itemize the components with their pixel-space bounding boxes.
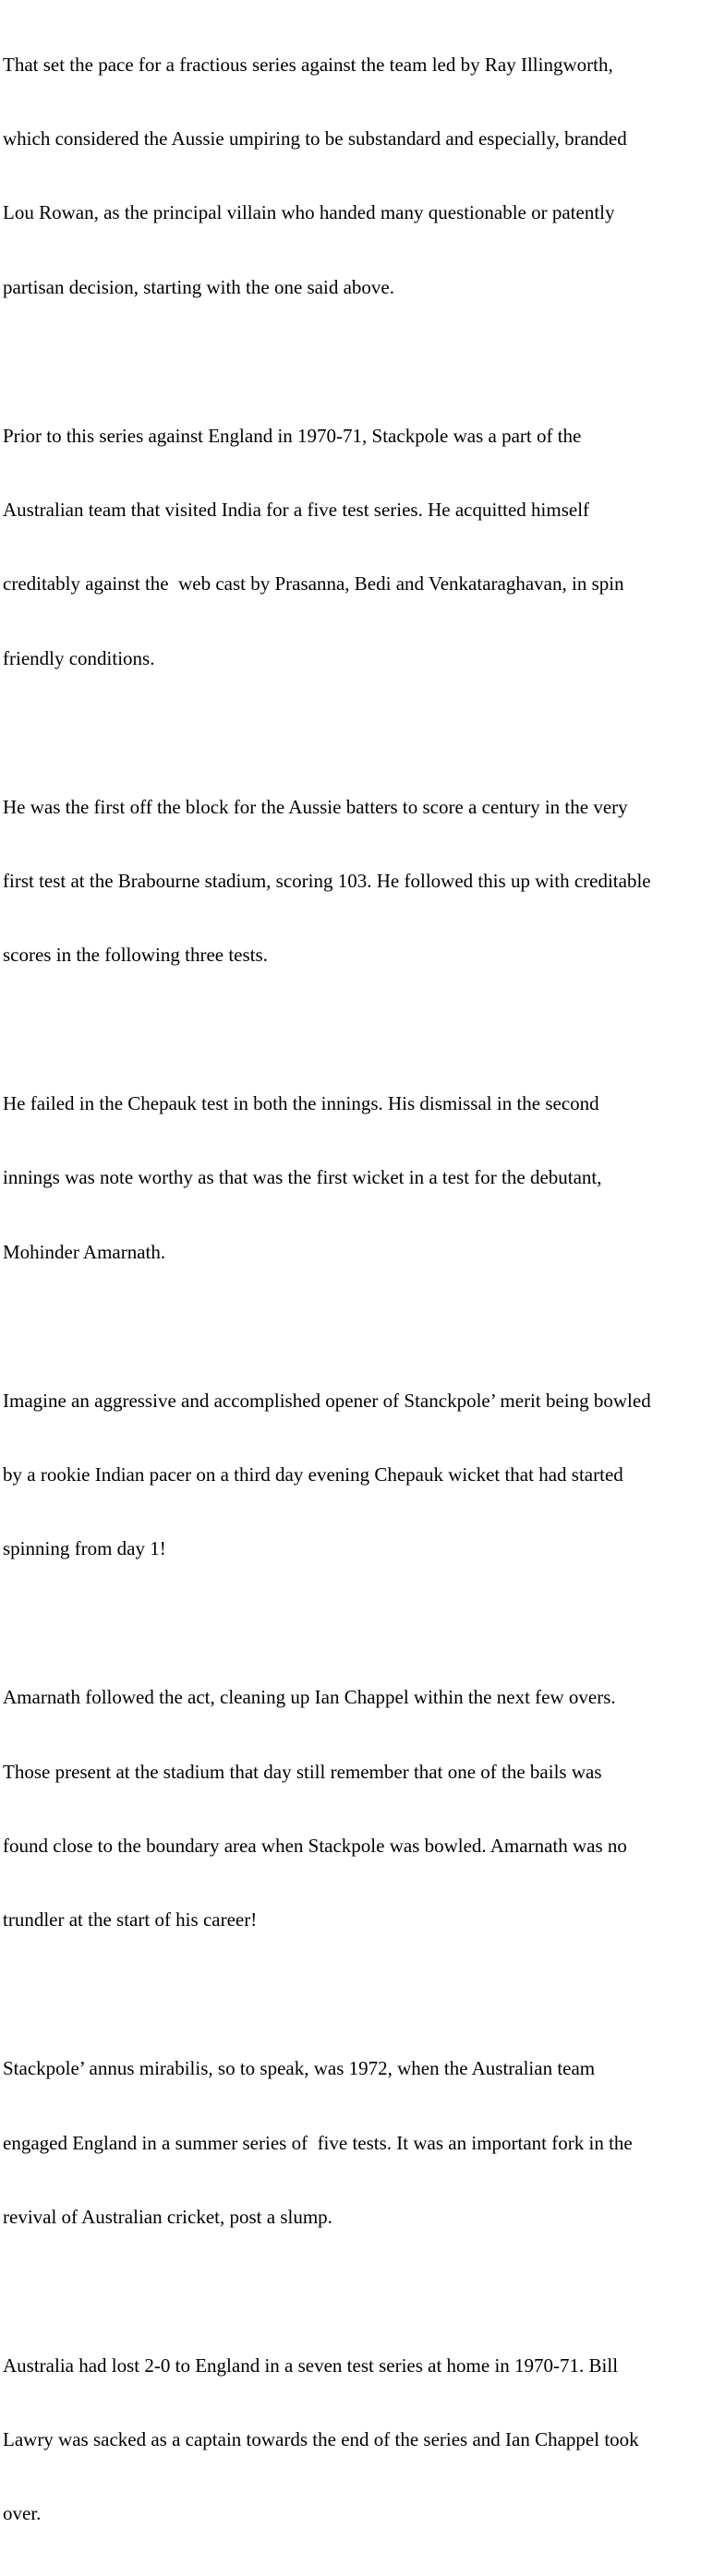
text-line: Stackpole’ annus mirabilis, so to speak, was 1972, when the Australian team xyxy=(3,2057,596,2080)
paragraph-brabourne-century xyxy=(3,745,725,1017)
text-line: Prior to this series against England in 1970-71, Stackpole was a part of the xyxy=(3,424,582,447)
paragraph-rookie-pacer xyxy=(3,1339,725,1611)
text-line: He failed in the Chepauk test in both the innings. His dismissal in the second xyxy=(3,1092,599,1115)
text-line: innings was note worthy as that was the first wicket in a test for the debutant, xyxy=(3,1166,602,1189)
paragraph-amarnath-act xyxy=(3,1636,725,1982)
text-line: partisan decision, starting with the one said above. xyxy=(3,275,394,298)
paragraph-india-tour xyxy=(3,374,725,720)
text-line: Mohinder Amarnath. xyxy=(3,1240,166,1263)
text-line: trundler at the start of his career! xyxy=(3,1908,258,1932)
text-line: Lou Rowan, as the principal villain who handed many questionable or patently xyxy=(3,201,615,224)
paragraph-annus-mirabilis xyxy=(3,2007,725,2280)
text-line: which considered the Aussie umpiring to be substandard and especially, branded xyxy=(3,126,627,150)
text-line: scores in the following three tests. xyxy=(3,944,268,967)
text-line: That set the pace for a fractious series against the team led by Ray Illingworth, xyxy=(3,53,613,76)
text-line: Those present at the stadium that day still remember that one of the bails was xyxy=(3,1760,602,1783)
paragraph-illingworth-series xyxy=(3,3,725,349)
text-line: found close to the boundary area when Stackpole was bowled. Amarnath was no xyxy=(3,1834,627,1857)
paragraph-chepauk-test xyxy=(3,1041,725,1314)
text-line: over. xyxy=(3,2502,42,2525)
text-line: creditably against the web cast by Prasanna, Bedi and Venkataraghavan, in spin xyxy=(3,572,624,596)
text-line: Australian team that visited India for a five test series. He acquitted himself xyxy=(3,498,590,521)
text-line: spinning from day 1! xyxy=(3,1537,166,1560)
text-line: engaged England in a summer series of five tests. It was an important fork in the xyxy=(3,2131,633,2154)
text-line: friendly conditions. xyxy=(3,646,155,669)
text-line: Amarnath followed the act, cleaning up Ian Chappel within the next few overs. xyxy=(3,1686,616,1709)
text-line: Imagine an aggressive and accomplished opener of Stanckpole’ merit being bowled xyxy=(3,1389,651,1412)
text-line: revival of Australian cricket, post a slump. xyxy=(3,2205,332,2228)
text-line: by a rookie Indian pacer on a third day evening Chepauk wicket that had started xyxy=(3,1463,623,1487)
text-line: Lawry was sacked as a captain towards the end of the series and Ian Chappel took xyxy=(3,2428,639,2451)
text-line: Australia had lost 2-0 to England in a seven test series at home in 1970-71. Bill xyxy=(3,2353,619,2377)
paragraph-lawry-sacked xyxy=(3,2304,725,2576)
text-line: first test at the Brabourne stadium, scoring 103. He followed this up with creditable xyxy=(3,869,651,892)
text-line: He was the first off the block for the Aussie batters to score a century in the very xyxy=(3,795,628,818)
